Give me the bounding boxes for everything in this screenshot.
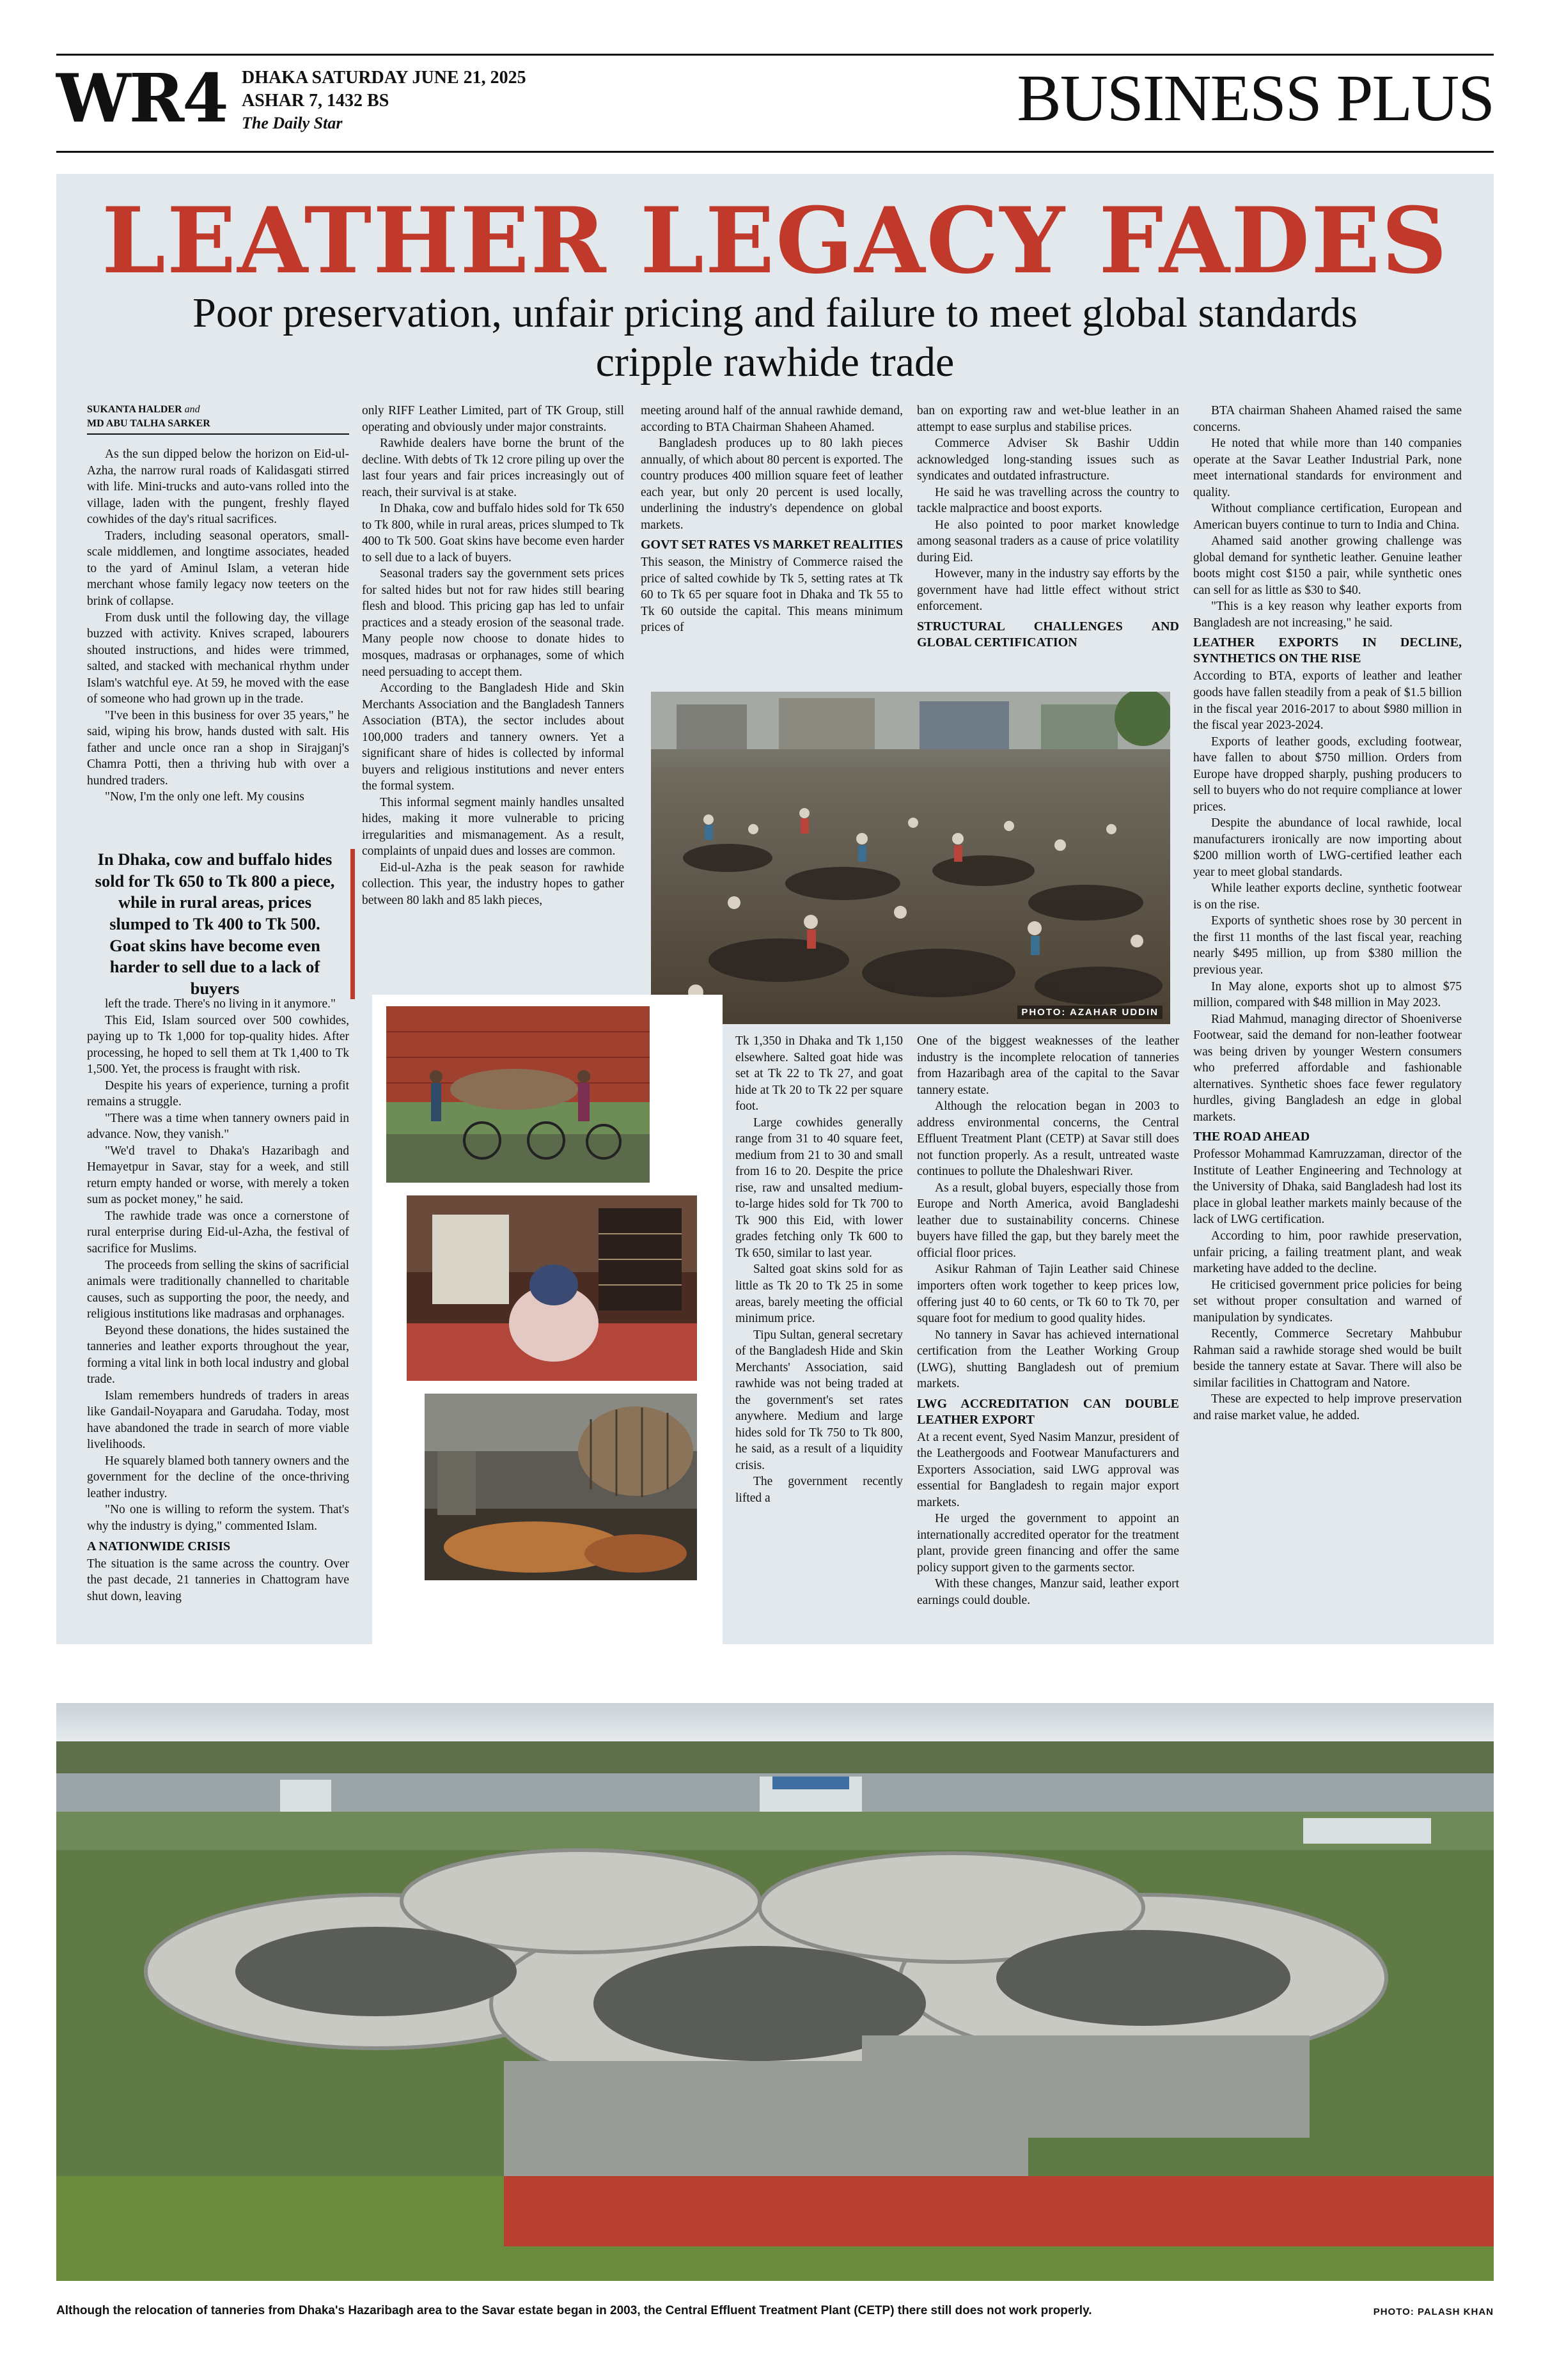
paragraph: He urged the government to appoint an internationally accredited operator for the treatment plant, provide green financing and offer the same policy support given to the garments sector. <box>917 1512 1179 1575</box>
paragraph: Although the relocation began in 2003 to address environmental concerns, the Central Effluent Treatment Plant (CETP) at Savar still does not function properly. As a result, untreated waste continues to pollute the Dhaleshwari River. <box>917 1100 1179 1179</box>
subhead-exports-decline: LEATHER EXPORTS IN DECLINE, SYNTHETICS ON THE RISE <box>1193 635 1462 666</box>
paragraph: The rawhide trade was once a cornerstone of rural enterprise during Eid-ul-Azha, the festival of sacrifice for Muslims. <box>87 1209 349 1256</box>
section-title: BUSINESS PLUS <box>1017 61 1494 135</box>
paragraph: Traders, including seasonal operators, small-scale middlemen, and longtime associates, headed to the yard of Aminul Islam, a veteran hide merchant whose family legacy now teeters on the brink of collapse. <box>87 529 349 608</box>
paragraph: Tk 1,350 in Dhaka and Tk 1,150 elsewhere. Salted goat hide was set at Tk 22 to Tk 27, and goat hide at Tk 20 to Tk 22 per square foot. <box>735 1034 903 1114</box>
headline: LEATHER LEGACY FADES <box>102 188 1448 294</box>
paragraph: In May alone, exports shot up to almost $75 million, compared with $48 million in May 2023. <box>1193 979 1462 1010</box>
paragraph: This Eid, Islam sourced over 500 cowhides, paying up to Tk 1,000 for top-quality hides. After processing, he hoped to sell them at Tk 1,400 to Tk 1,500. Yet, the process is fraught with risk. <box>87 1013 349 1077</box>
column-2 <box>362 403 624 908</box>
paragraph: Islam remembers hundreds of traders in areas like Gandail-Noyapara and Garudaha. Today, most have abandoned the trade in search of more viable livelihoods. <box>87 1388 349 1452</box>
paragraph: As the sun dipped below the horizon on Eid-ul-Azha, the narrow rural roads of Kalidasgati stirred with life. Mini-trucks and auto-vans rolled into the village, laden with the pungent, freshly flayed cowhides of the day's ritual sacrifices. <box>87 447 349 527</box>
subhead-structural-challenges: STRUCTURAL CHALLENGES AND GLOBAL CERTIFICATION <box>917 619 1179 649</box>
paragraph: Riad Mahmud, managing director of Shoeniverse Footwear, said the demand for non-leather footwear was being driven by younger Western consumers who preferred affordable and fashionable alternatives. Synthetic shoes face fewer regulatory hurdles, giving Bangladesh an edge in global markets. <box>1193 1012 1462 1124</box>
paragraph: However, many in the industry say efforts by the government have had little effect without strict enforcement. <box>917 567 1179 614</box>
paragraph: Exports of leather goods, excluding footwear, have fallen to about $750 million. Orders from Europe have dropped sharply, pushing producers to sell to buyers who do not require compliance at lower prices. <box>1193 735 1462 814</box>
paragraph: He criticised government price policies for being set without proper consultation and warned of manipulation by syndicates. <box>1193 1278 1462 1325</box>
paragraph: Beyond these donations, the hides sustained the tanneries and leather exports throughout the year, forming a vital link in both local industry and global trade. <box>87 1323 349 1387</box>
paragraph: Ahamed said another growing challenge was global demand for synthetic leather. Genuine leather boots might cost $150 a pair, while synthetic ones can sell for as little as $30 to $40. <box>1193 534 1462 597</box>
subhead-lwg-accreditation: LWG ACCREDITATION CAN DOUBLE LEATHER EXPORT <box>917 1396 1179 1427</box>
paragraph: "I've been in this business for over 35 years," he said, wiping his brow, hands dusted with salt. His father and uncle once ran a shop in Sirajganj's Chamra Potti, then a thriving hub with over a hundred traders. <box>87 708 349 788</box>
paragraph: Recently, Commerce Secretary Mahbubur Rahman said a rawhide storage shed would be built beside the tannery estate at Savar. There will also be similar facilities in Chattogram and Natore. <box>1193 1327 1462 1390</box>
column-5 <box>1193 403 1462 1424</box>
column-1-bottom <box>87 996 349 1605</box>
paragraph: The proceeds from selling the skins of sacrificial animals were traditionally channelled to charitable causes, such as supporting the poor, the needy, and religious institutions like madrasas and orphanages. <box>87 1258 349 1321</box>
paragraph: Large cowhides generally range from 31 to 40 square feet, medium from 21 to 30 and small from 16 to 20. Despite the price rise, raw and unsalted medium-to-large hides sold for Tk 700 to Tk 900 this Eid, with lower grades fetching only Tk 600 to Tk 650, similar to last year. <box>735 1116 903 1260</box>
paragraph: Despite the abundance of local rawhide, local manufacturers ironically are now importing about $200 million worth of LWG-certified leather each year to meet global standards. <box>1193 816 1462 879</box>
paper-logo: The Daily Star <box>242 113 343 132</box>
dateline <box>242 66 526 134</box>
paragraph: "No one is willing to reform the system. That's why the industry is dying," commented Islam. <box>87 1503 349 1533</box>
byline: SUKANTA HALDER and MD ABU TALHA SARKER <box>87 403 349 435</box>
paragraph: Without compliance certification, European and American buyers continue to turn to India and China. <box>1193 502 1462 532</box>
paragraph: Despite his years of experience, turning a profit remains a struggle. <box>87 1078 349 1109</box>
hide-van-photo <box>386 1006 650 1183</box>
paragraph: With these changes, Manzur said, leather export earnings could double. <box>917 1577 1179 1607</box>
paragraph: According to the Bangladesh Hide and Skin Merchants Association and the Bangladesh Tanners Association (BTA), the sector includes about 100,000 traders and tannery owners. Yet a significant share of hides is collected by informal buyers and religious institutions and never enters the formal system. <box>362 681 624 793</box>
tannery-interior-illustration <box>425 1394 697 1580</box>
col4b-tail <box>917 1429 1179 1609</box>
hide-market-illustration <box>651 692 1170 1024</box>
tannery-interior-photo <box>425 1394 697 1580</box>
column-4-top <box>917 403 1179 652</box>
paragraph: Asikur Rahman of Tajin Leather said Chinese importers often work together to keep prices low, offering just 40 to 60 cents, or Tk 60 to Tk 70, per square foot for medium to good quality hides. <box>917 1263 1179 1326</box>
paragraph: These are expected to help improve preservation and raise market value, he added. <box>1193 1392 1462 1422</box>
paragraph: "This is a key reason why leather exports from Bangladesh are not increasing," he said. <box>1193 600 1462 630</box>
deck: Poor preservation, unfair pricing and failure to meet global standards cripple rawhide trade <box>192 290 1358 385</box>
paragraph: "There was a time when tannery owners paid in advance. Now, they vanish." <box>87 1111 349 1142</box>
paragraph: only RIFF Leather Limited, part of TK Group, still operating and obviously under major constraints. <box>362 404 624 434</box>
paragraph: The government recently lifted a <box>735 1475 903 1505</box>
paragraph: Seasonal traders say the government sets prices for salted hides but not for raw hides still bearing flesh and blood. This pricing gap has led to unfair practices and a steady erosion of the seasonal trade. Many people now choose to donate hides to mosques, madrasas or orphanages, some of which need persuading to accept them. <box>362 567 624 679</box>
col2-paragraphs <box>362 403 624 908</box>
paragraph: No tannery in Savar has achieved international certification from the Leather Working Group (LWG), shutting Bangladesh out of premium markets. <box>917 1328 1179 1391</box>
paragraph: At a recent event, Syed Nasim Manzur, president of the Leathergoods and Footwear Manufacturers and Exporters Association, said LWG approval was essential for Bangladesh to regain major export markets. <box>917 1430 1179 1509</box>
hide-market-photo <box>651 692 1170 1024</box>
paragraph: According to him, poor rawhide preservation, unfair pricing, a failing treatment plant, and weak marketing have added to the decline. <box>1193 1229 1462 1276</box>
masthead-bottom-rule <box>56 151 1494 153</box>
hide-van-illustration <box>386 1006 650 1183</box>
date-line: DHAKA SATURDAY JUNE 21, 2025 <box>242 68 526 88</box>
paragraph: Rawhide dealers have borne the brunt of the decline. With debts of Tk 12 crore piling up over the last four years and fair prices increasingly out of reach, their survival is at stake. <box>362 437 624 499</box>
paragraph: The situation is the same across the country. Over the past decade, 21 tanneries in Chattogram have shut down, leaving <box>87 1557 349 1603</box>
paragraph: From dusk until the following day, the village buzzed with activity. Knives scraped, labourers shouted instructions, and hides were trimmed, salted, and stacked with mechanical rhythm under Islam's watchful eye. At 59, he moved with the ease of someone who had grown up in the trade. <box>87 611 349 706</box>
bangla-date: ASHAR 7, 1432 BS <box>242 90 389 111</box>
paragraph: He also pointed to poor market knowledge among seasonal traders as a cause of price volatility during Eid. <box>917 518 1179 564</box>
col4b-paragraphs <box>917 1033 1179 1392</box>
page-number: WR4 <box>56 59 227 137</box>
col1b-paragraphs <box>87 996 349 1535</box>
col5-paragraphs <box>1193 403 1462 631</box>
cetp-photo <box>56 1703 1494 2281</box>
column-1-top <box>87 403 349 805</box>
paragraph: ban on exporting raw and wet-blue leather in an attempt to ease surplus and stabilise prices. <box>917 404 1179 434</box>
paragraph: He noted that while more than 140 companies operate at the Savar Leather Industrial Park, none meet international standards for environment and quality. <box>1193 437 1462 499</box>
col5-tail <box>1193 668 1462 1125</box>
col3-paragraphs <box>641 403 903 533</box>
paragraph: "Now, I'm the only one left. My cousins <box>105 790 304 804</box>
subhead-nationwide-crisis: A NATIONWIDE CRISIS <box>87 1539 231 1553</box>
col4-paragraphs <box>917 403 1179 615</box>
paragraph: According to BTA, exports of leather and leather goods have fallen steadily from a peak of $1.5 billion in the fiscal year 2016-2017 to about $980 million in the fiscal year 2023-2024. <box>1193 669 1462 733</box>
col5-tail2 <box>1193 1146 1462 1424</box>
column-4-bottom <box>917 1033 1179 1609</box>
col1a-paragraphs <box>87 446 349 805</box>
paragraph: While leather exports decline, synthetic footwear is on the rise. <box>1193 882 1462 912</box>
paragraph: Bangladesh produces up to 80 lakh pieces annually, of which about 80 percent is exported. The country produces 400 million square feet of leather each year, but only 20 percent is used locally, underlining the industry's dependence on global markets. <box>641 437 903 532</box>
paragraph: He said he was travelling across the country to tackle malpractice and boost exports. <box>917 485 1179 516</box>
pull-quote: In Dhaka, cow and buffalo hides sold for Tk 650 to Tk 800 a piece, while in rural areas, prices slumped to Tk 400 to Tk 500. Goat skins have become even harder to sell due to a lack of buyers <box>90 849 355 999</box>
hide-storage-illustration <box>407 1195 697 1381</box>
paragraph: As a result, global buyers, especially those from Europe and North America, avoid Bangladeshi leather due to sustainability concerns. Chinese buyers have filled the gap, but they barely meet the official floor prices. <box>917 1181 1179 1260</box>
paragraph: Eid-ul-Azha is the peak season for rawhide collection. This year, the industry hopes to gather between 80 lakh and 85 lakh pieces, <box>362 860 624 907</box>
market-photo-credit: PHOTO: AZAHAR UDDIN <box>1017 1006 1162 1019</box>
column-3 <box>641 403 903 636</box>
col3b-paragraphs <box>735 1033 903 1506</box>
paragraph: One of the biggest weaknesses of the leather industry is the incomplete relocation of tanneries from Hazaribagh area of the capital to the Savar tannery estate. <box>917 1034 1179 1097</box>
photo-caption: Although the relocation of tanneries from Dhaka's Hazaribagh area to the Savar estate began in 2003, the Central Effluent Treatment Plant (CETP) there still does not work properly. <box>56 2304 1092 2317</box>
paragraph: Commerce Adviser Sk Bashir Uddin acknowledged long-standing issues such as syndicates and outdated infrastructure. <box>917 437 1179 483</box>
paragraph: Tipu Sultan, general secretary of the Bangladesh Hide and Skin Merchants' Association, said rawhide was not being traded at the government's set rates anywhere. Medium and large hides sold for Tk 750 to Tk 800, he said, as a result of a liquidity crisis. <box>735 1328 903 1472</box>
col3-tail <box>641 554 903 636</box>
paragraph: BTA chairman Shaheen Ahamed raised the same concerns. <box>1193 404 1462 434</box>
paragraph: He squarely blamed both tannery owners and the government for the decline of the once-thriving leather industry. <box>87 1454 349 1500</box>
paragraph: left the trade. There's no living in it anymore." <box>105 997 336 1011</box>
paragraph: meeting around half of the annual rawhide demand, according to BTA Chairman Shaheen Ahamed. <box>641 404 903 434</box>
paragraph: Professor Mohammad Kamruzzaman, director of the Institute of Leather Engineering and Technology at the University of Dhaka, said Bangladesh had lost its place in global leather markets mainly because of the lack of LWG certification. <box>1193 1147 1462 1227</box>
paragraph: In Dhaka, cow and buffalo hides sold for Tk 650 to Tk 800, while in rural areas, prices slumped to Tk 400 to Tk 500. Goat skins have become even harder to sell due to a lack of buyers. <box>362 502 624 564</box>
masthead-top-rule <box>56 54 1494 56</box>
paragraph: "We'd travel to Dhaka's Hazaribagh and Hemayetpur in Savar, stay for a week, and still return empty handed or worse, with merely a token sum as pocket money," he said. <box>87 1144 349 1207</box>
cetp-illustration <box>56 1703 1494 2281</box>
paragraph: This season, the Ministry of Commerce raised the price of salted cowhide by Tk 5, setting rates at Tk 60 to Tk 65 per square foot in Dhaka and Tk 55 to Tk 60 outside the capital. This means minimum prices of <box>641 556 903 635</box>
cetp-photo-credit: PHOTO: PALASH KHAN <box>1373 2306 1494 2317</box>
paragraph: This informal segment mainly handles unsalted hides, making it more vulnerable to pricing irregularities and mismanagement. As a result, complaints of unpaid dues and losses are common. <box>362 795 624 859</box>
paragraph: Salted goat skins sold for as little as Tk 20 to Tk 25 in some areas, barely meeting the official minimum price. <box>735 1263 903 1326</box>
paragraph: Exports of synthetic shoes rose by 30 percent in the first 11 months of the last fiscal year, reaching nearly $495 million, up from $380 million the previous year. <box>1193 914 1462 977</box>
subhead-road-ahead: THE ROAD AHEAD <box>1193 1130 1310 1144</box>
hide-storage-photo <box>407 1195 697 1381</box>
subhead-govt-rates: GOVT SET RATES VS MARKET REALITIES <box>641 538 903 552</box>
column-3-bottom <box>735 1033 903 1506</box>
col1b-tail <box>87 1556 349 1605</box>
